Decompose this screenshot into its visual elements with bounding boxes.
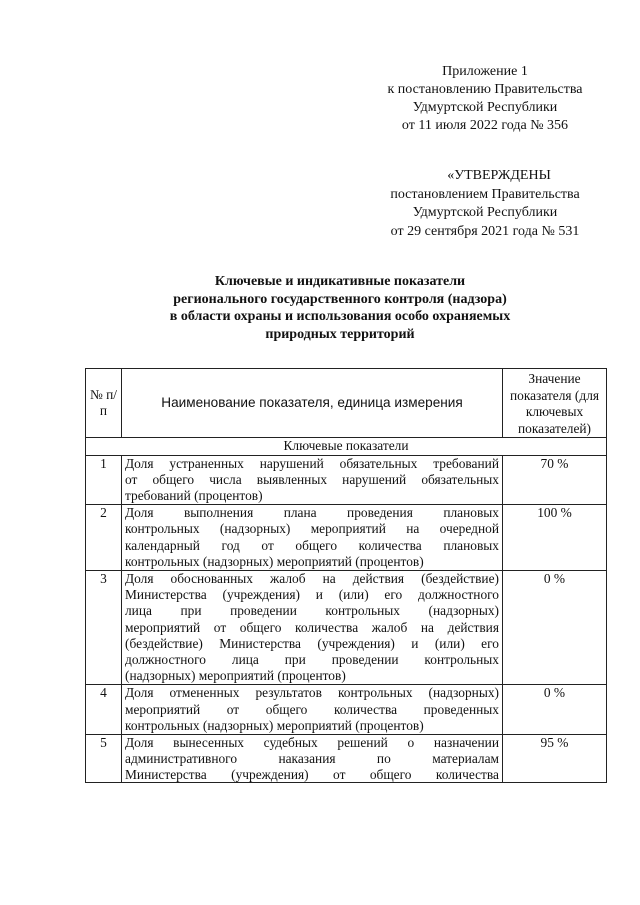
- row-name-line: контрольных (надзорных) мероприятий (процентов): [125, 553, 424, 569]
- row-name-line: календарный год от общего количества плановых: [125, 537, 499, 553]
- table-row: [86, 455, 607, 505]
- appendix-line: от 11 июля 2022 года № 356: [401, 118, 569, 133]
- row-name-line: должностного лица при проведении контрольных: [125, 652, 499, 668]
- row-name-line: Доля обоснованных жалоб на действия (бездействие): [125, 571, 499, 586]
- row-name-line: от общего числа выявленных нарушений обязательных: [125, 471, 499, 487]
- row-name: [122, 455, 503, 505]
- approval-line: Удмуртской Республики: [412, 205, 558, 220]
- table-row: [86, 505, 607, 571]
- table-row: [86, 735, 607, 783]
- row-value: 95 %: [503, 735, 607, 783]
- row-name-line: административного наказания по материалам: [125, 751, 499, 767]
- row-name-line: требований (процентов): [125, 487, 263, 503]
- row-value: 70 %: [503, 455, 607, 505]
- appendix-line: Приложение 1: [442, 64, 528, 79]
- row-number: 2: [86, 505, 122, 571]
- row-name-line: Доля отмененных результатов контрольных (надзорных): [125, 685, 499, 701]
- table-row: [86, 571, 607, 685]
- table-header-row: [86, 369, 607, 438]
- row-name-line: (надзорных) мероприятий (процентов): [125, 668, 346, 684]
- title-line: в области охраны и использования особо охраняемых: [169, 309, 511, 324]
- row-name-line: Доля выполнения плана проведения плановых: [125, 505, 499, 521]
- approval-line: от 29 сентября 2021 года № 531: [390, 223, 580, 239]
- row-name-line: Министерства (учреждения) и (или) его должностного: [125, 587, 499, 603]
- table-row: [86, 685, 607, 735]
- row-number: 4: [86, 685, 122, 735]
- header-number: № п/п: [86, 369, 122, 438]
- document-title: [120, 273, 560, 343]
- row-name-line: контрольных (надзорных) мероприятий (процентов): [125, 717, 424, 733]
- row-number: 5: [86, 735, 122, 783]
- row-name-line: Доля устраненных нарушений обязательных требований: [125, 455, 499, 471]
- row-number: 1: [86, 455, 122, 505]
- row-number: 3: [86, 571, 122, 685]
- section-row: [86, 438, 607, 455]
- appendix-line: Удмуртской Республики: [412, 100, 558, 115]
- row-name: [122, 505, 503, 571]
- indicators-table: [85, 368, 607, 783]
- row-value: 0 %: [503, 571, 607, 685]
- row-value: 0 %: [503, 685, 607, 735]
- row-name-line: (бездействие) Министерства (учреждения) и (или) его: [125, 635, 499, 651]
- title-line: Ключевые и индикативные показатели: [214, 274, 466, 289]
- section-title: Ключевые показатели: [86, 438, 607, 455]
- appendix-block: [370, 63, 600, 135]
- appendix-line: к постановлению Правительства: [387, 82, 583, 97]
- title-line: природных территорий: [265, 326, 415, 342]
- row-name: [122, 685, 503, 735]
- approval-block: [370, 167, 600, 241]
- row-name: [122, 735, 503, 783]
- header-value: Значение показателя (для ключевых показателей): [503, 369, 607, 438]
- approval-line: постановлением Правительства: [390, 186, 580, 202]
- row-name: [122, 571, 503, 685]
- row-name-line: лица при проведении контрольных (надзорных): [125, 603, 499, 619]
- header-name: Наименование показателя, единица измерения: [122, 369, 503, 438]
- row-name-line: контрольных (надзорных) мероприятий на очередной: [125, 521, 499, 537]
- row-value: 100 %: [503, 505, 607, 571]
- approval-line: «УТВЕРЖДЕНЫ: [447, 168, 551, 183]
- row-name-line: мероприятий от общего количества проведенных: [125, 701, 499, 717]
- row-name-line: Доля вынесенных судебных решений о назначении: [125, 735, 499, 751]
- row-name-cut: [125, 735, 499, 782]
- row-name-line: Министерства (учреждения) от общего количества: [125, 767, 499, 783]
- title-line: регионального государственного контроля (надзора): [173, 291, 507, 307]
- row-name-line: мероприятий от общего количества жалоб на действия: [125, 619, 499, 635]
